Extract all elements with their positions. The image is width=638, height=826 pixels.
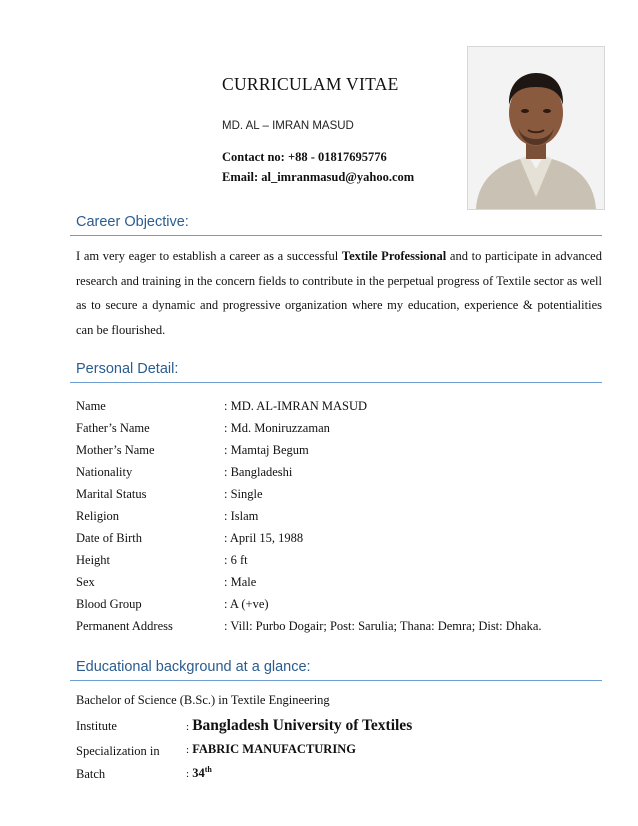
row-value: : Bangladeshi (224, 465, 293, 479)
row-label: Height (76, 553, 111, 567)
candidate-name: MD. AL – IMRAN MASUD (222, 120, 354, 132)
specialization-value: FABRIC MANUFACTURING (192, 742, 356, 756)
row-label: Sex (76, 575, 95, 589)
education-row-batch (76, 765, 606, 785)
personal-detail-heading: Personal Detail: (76, 361, 179, 377)
education-row-institute (76, 717, 606, 737)
row-label: Batch (76, 767, 106, 781)
personal-row-marital-status (76, 487, 606, 505)
personal-row-blood-group (76, 597, 606, 615)
row-value: : Md. Moniruzzaman (224, 421, 330, 435)
row-label: Marital Status (76, 487, 147, 501)
degree-title: Bachelor of Science (B.Sc.) in Textile Engineering (76, 693, 330, 707)
row-label: Date of Birth (76, 531, 142, 545)
row-value: : 6 ft (224, 553, 248, 567)
personal-row-father (76, 421, 606, 439)
row-value (186, 742, 356, 757)
section-divider (70, 382, 602, 383)
education-row-specialization (76, 742, 606, 762)
row-value: : Single (224, 487, 263, 501)
personal-row-date-of-birth (76, 531, 606, 549)
colon-separator: : (186, 744, 190, 756)
batch-ordinal-suffix: th (204, 765, 212, 774)
career-objective-text (76, 244, 602, 342)
row-label: Religion (76, 509, 120, 523)
personal-row-sex (76, 575, 606, 593)
row-label: Mother’s Name (76, 443, 155, 457)
row-value: : April 15, 1988 (224, 531, 304, 545)
row-value (186, 765, 212, 781)
personal-row-permanent-address (76, 619, 606, 637)
row-value (186, 717, 412, 735)
row-value: : A (+ve) (224, 597, 269, 611)
career-objective-heading: Career Objective: (76, 214, 189, 230)
row-label: Father’s Name (76, 421, 150, 435)
objective-text-start: I am very eager to establish a career as a successful (76, 249, 342, 263)
personal-row-nationality (76, 465, 606, 483)
row-label: Nationality (76, 465, 133, 479)
contact-number: Contact no: +88 - 01817695776 (222, 150, 387, 164)
colon-separator: : (186, 768, 190, 781)
personal-row-religion (76, 509, 606, 527)
row-value: : Mamtaj Begum (224, 443, 309, 457)
objective-text-emphasis: Textile Professional (341, 249, 447, 263)
row-label: Name (76, 399, 106, 413)
personal-row-mother (76, 443, 606, 461)
batch-number: 34 (192, 766, 205, 781)
document-title: CURRICULAM VITAE (222, 74, 399, 94)
personal-row-name (76, 399, 606, 417)
row-value: : Male (224, 575, 257, 589)
education-heading: Educational background at a glance: (76, 659, 311, 675)
row-label: Institute (76, 719, 117, 733)
row-label: Specialization in (76, 744, 160, 758)
objective-text-end: and to participate in advanced research and training in the concern fields to contribute in the perpetual progress of Textile sector as well as to secure a dynamic and progressive organization where my education, experience & potentialities can be flourished. (76, 249, 602, 337)
row-value: : Islam (224, 509, 259, 523)
portrait-image (468, 47, 604, 209)
section-divider (70, 235, 602, 236)
colon-separator: : (186, 721, 190, 733)
personal-row-height (76, 553, 606, 571)
email-address: Email: al_imranmasud@yahoo.com (222, 170, 415, 184)
row-label: Blood Group (76, 597, 142, 611)
institute-name: Bangladesh University of Textiles (192, 717, 413, 734)
row-value: : Vill: Purbo Dogair; Post: Sarulia; Thana: Demra; Dist: Dhaka. (224, 619, 542, 633)
profile-photo (467, 46, 605, 210)
row-value: : MD. AL-IMRAN MASUD (224, 399, 368, 413)
section-divider (70, 680, 602, 681)
row-label: Permanent Address (76, 619, 173, 633)
